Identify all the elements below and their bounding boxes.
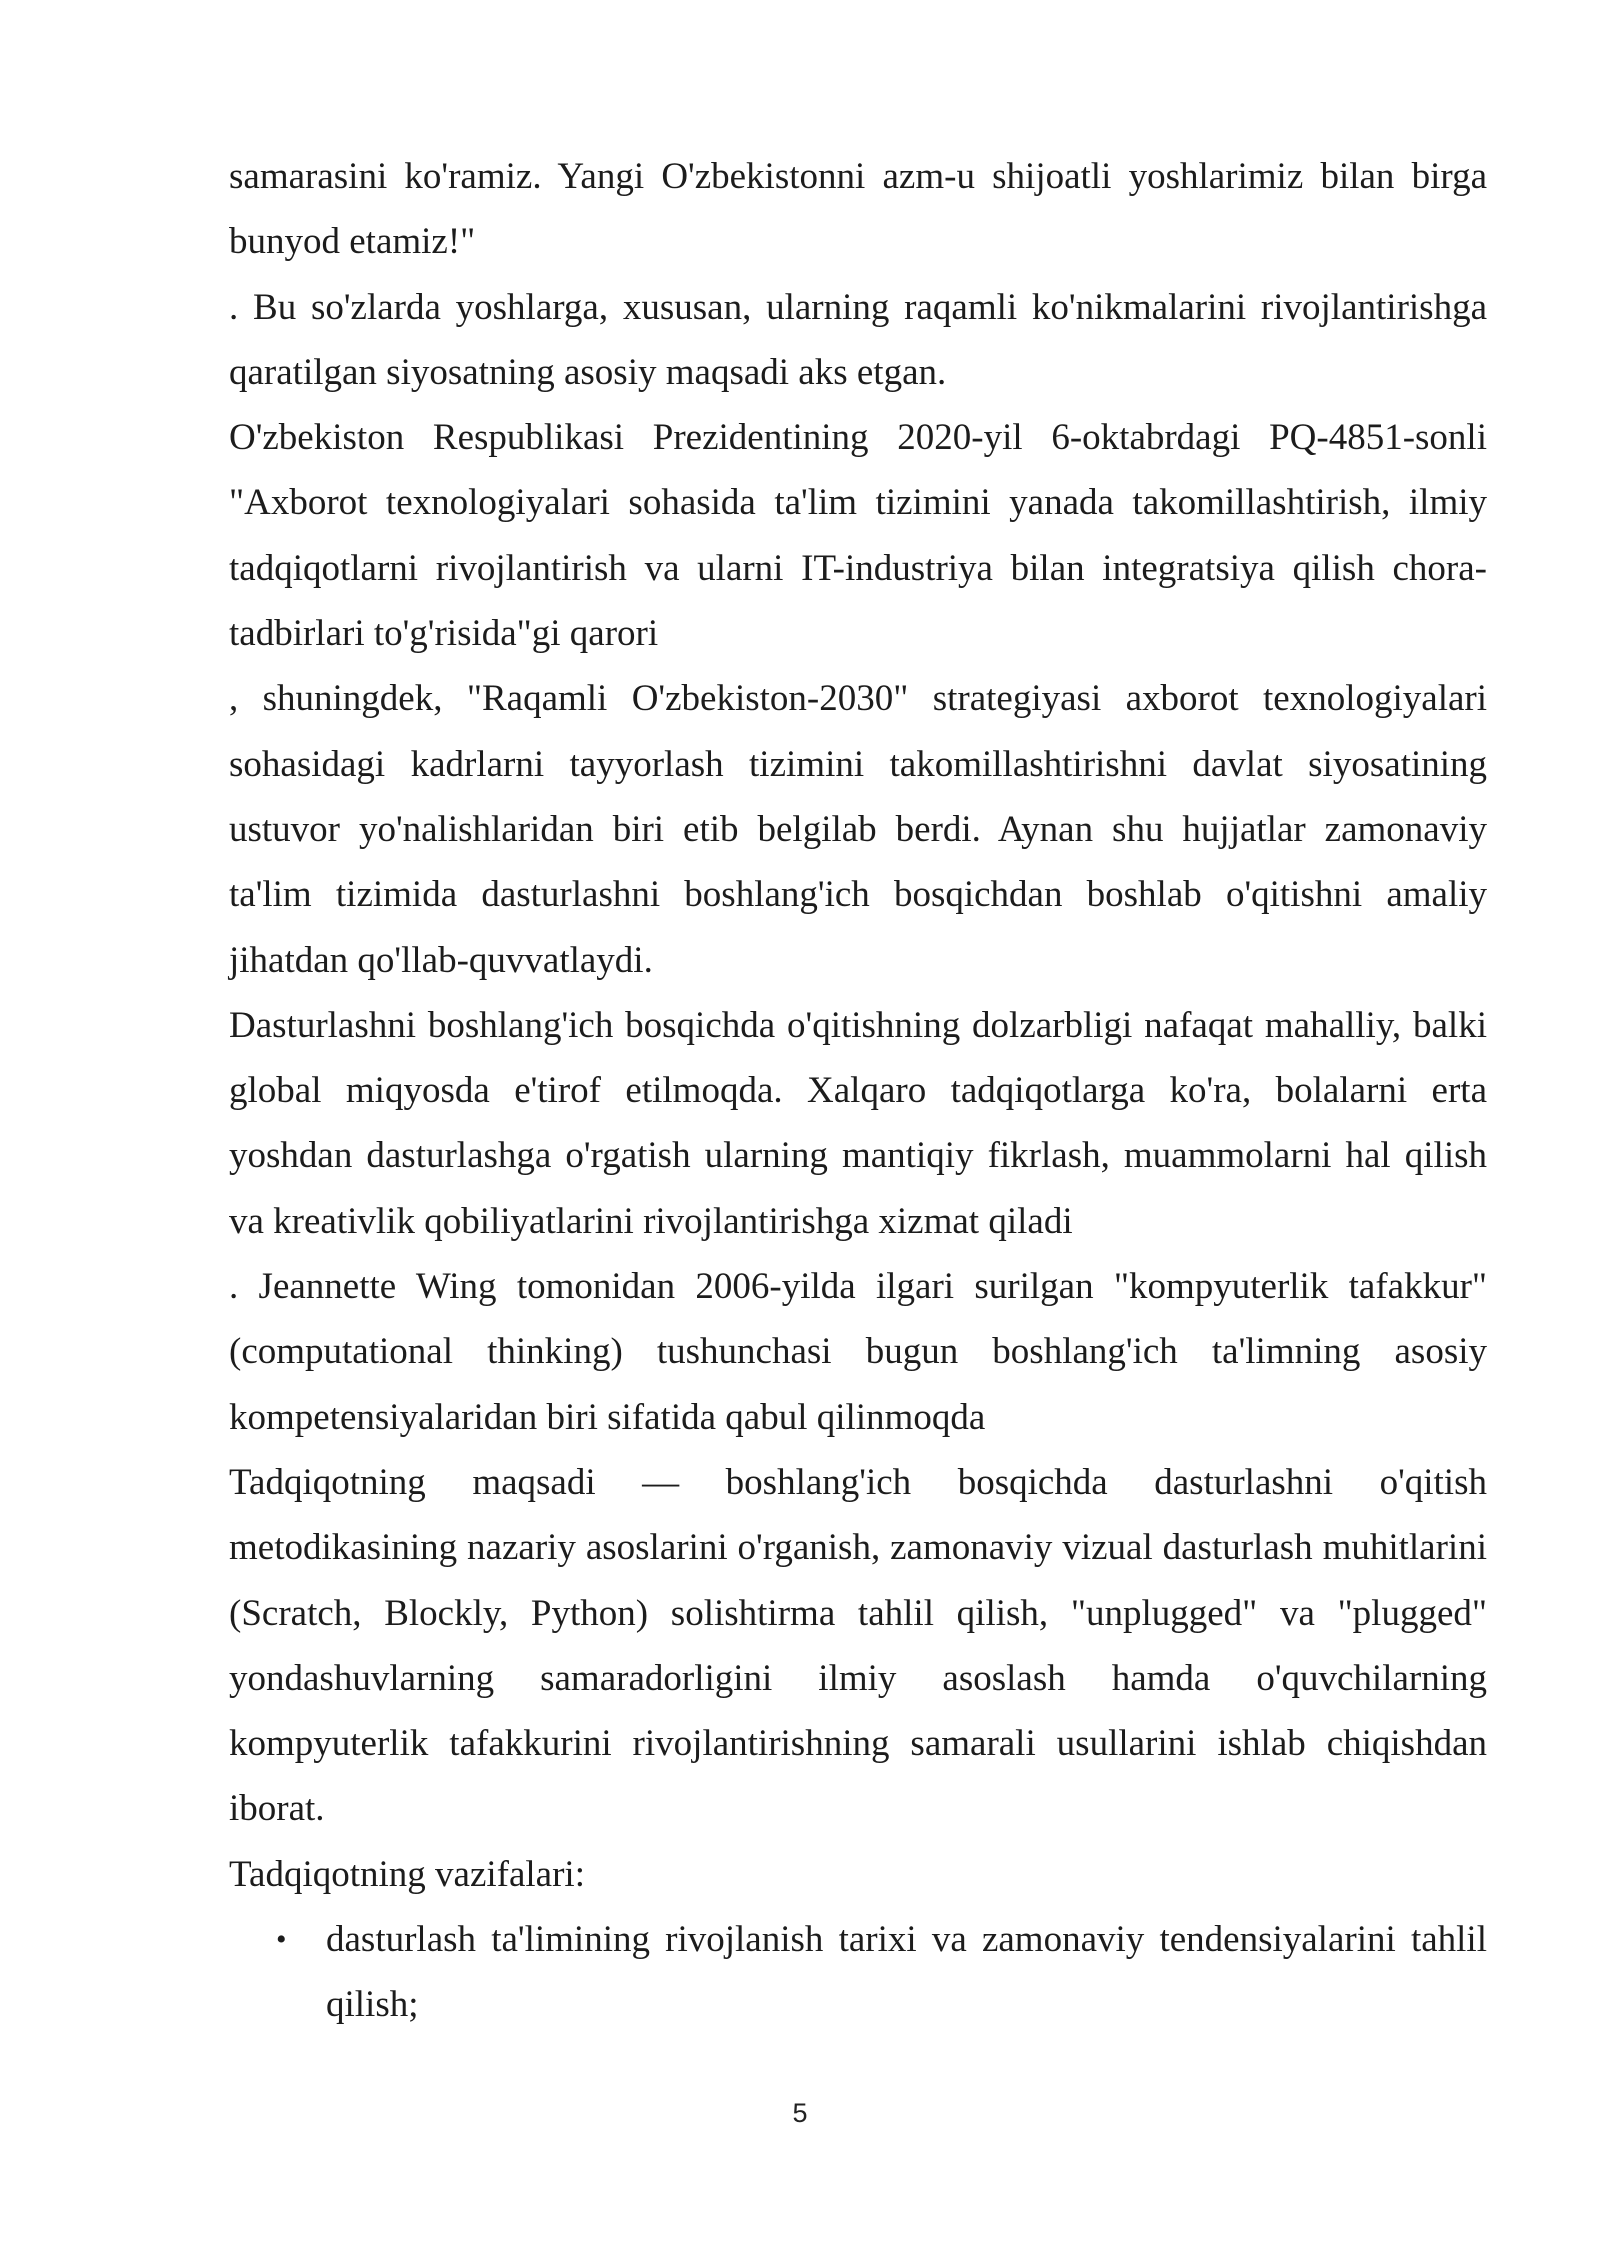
list-item <box>276 1907 1487 2038</box>
paragraph-research-goal: Tadqiqotning maqsadi — boshlang'ich bosqichda dasturlashni o'qitish metodikasining nazariy asoslarini o'rganish, zamonaviy vizual dasturlash muhitlarini (Scratch, Blockly, Python) solishtirma tahlil qilish, "unplugged" va "plugged" yondashuvlarning samaradorligini ilmiy asoslash hamda o'quvchilarning kompyuterlik tafakkurini rivojlantirishning samarali usullarini ishlab chiqishdan iborat. <box>229 1461 1487 1830</box>
bullet-icon: • <box>276 1923 287 1957</box>
paragraph-tasks-heading: Tadqiqotning vazifalari: <box>229 1853 585 1895</box>
paragraph-continuation: samarasini ko'ramiz. Yangi O'zbekistonni azm-u shijoatli yoshlarimiz bilan birga bunyod etamiz!" <box>229 156 1487 263</box>
task-text: dasturlash ta'limining rivojlanish tarixi va zamonaviy tendensiyalarini tahlil qilish; <box>326 1919 1487 2026</box>
paragraph-computational-thinking: . Jeannette Wing tomonidan 2006-yilda ilgari surilgan "kompyuterlik tafakkur" (computational thinking) tushunchasi bugun boshlang'ich ta'limning asosiy kompetensiyalaridan biri sifatida qabul qilinmoqda <box>229 1266 1487 1438</box>
paragraph-presidential-decree: O'zbekiston Respublikasi Prezidentining 2020-yil 6-oktabrdagi PQ-4851-sonli "Axborot texnologiyalari sohasida ta'lim tizimini yanada takomillashtirish, ilmiy tadqiqotlarni rivojlantirish va ularni IT-industriya bilan integratsiya qilish chora-tadbirlari to'g'risida"gi qarori <box>229 417 1487 655</box>
task-list <box>229 1907 1487 2038</box>
paragraph-youth-policy: . Bu so'zlarda yoshlarga, xususan, ularning raqamli ko'nikmalarini rivojlantirishga qaratilgan siyosatning asosiy maqsadi aks etgan. <box>229 286 1487 393</box>
document-body <box>229 144 1487 2038</box>
page-number: 5 <box>792 2098 808 2128</box>
paragraph-digital-strategy: , shuningdek, "Raqamli O'zbekiston-2030" strategiyasi axborot texnologiyalari sohasidagi kadrlarni tayyorlash tizimini takomillashtirishni davlat siyosatining ustuvor yo'nalishlaridan biri etib belgilab berdi. Aynan shu hujjatlar zamonaviy ta'lim tizimida dasturlashni boshlang'ich bosqichdan boshlab o'qitishni amaliy jihatdan qo'llab-quvvatlaydi. <box>229 678 1487 981</box>
paragraph-relevance: Dasturlashni boshlang'ich bosqichda o'qitishning dolzarbligi nafaqat mahalliy, balki global miqyosda e'tirof etilmoqda. Xalqaro tadqiqotlarga ko'ra, bolalarni erta yoshdan dasturlashga o'rgatish ularning mantiqiy fikrlash, muammolarni hal qilish va kreativlik qobiliyatlarini rivojlantirishga xizmat qiladi <box>229 1004 1487 1242</box>
